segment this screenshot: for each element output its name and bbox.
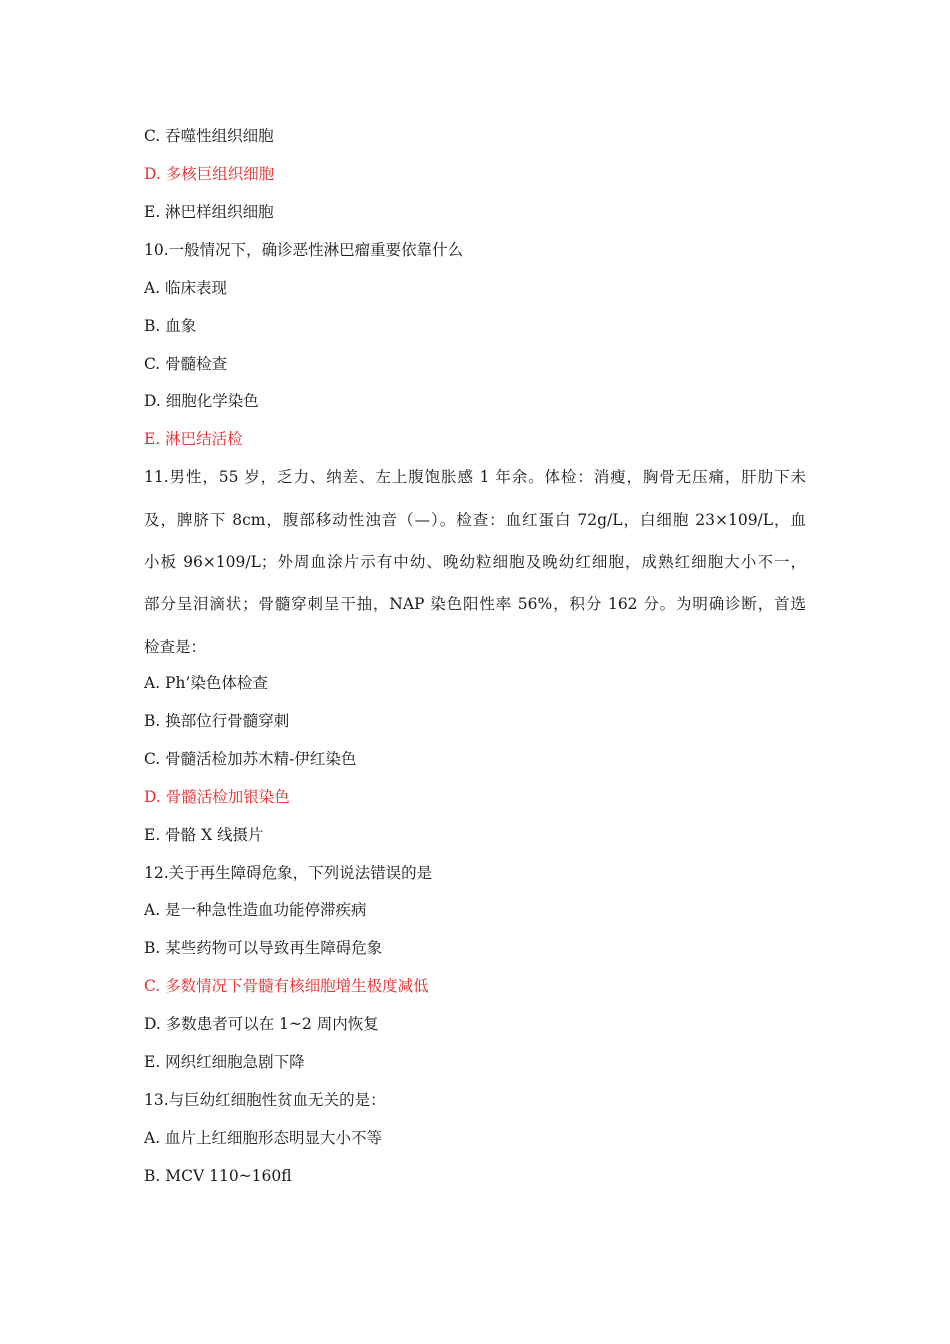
q11-stem-line: 及，脾脐下 8cm，腹部移动性浊音（—）。检查：血红蛋白 72g/L，白细胞 23×109/L，血 bbox=[144, 511, 806, 529]
q10-stem: 10.一般情况下，确诊恶性淋巴瘤重要依靠什么 bbox=[144, 241, 464, 259]
q13-option-b: B. MCV 110~160fl bbox=[144, 1167, 292, 1185]
q11-option-a: A. Ph’染色体检查 bbox=[144, 674, 268, 692]
q12-option-d: D. 多数患者可以在 1~2 周内恢复 bbox=[144, 1015, 379, 1033]
q11-option-e: E. 骨骼 X 线摄片 bbox=[144, 826, 264, 844]
q12-option-b: B. 某些药物可以导致再生障碍危象 bbox=[144, 939, 383, 957]
q10-option-d: D. 细胞化学染色 bbox=[144, 392, 259, 410]
q9-option-d-answer: D. 多核巨组织细胞 bbox=[144, 165, 275, 183]
q10-option-c: C. 骨髓检查 bbox=[144, 355, 228, 373]
q10-option-a: A. 临床表现 bbox=[144, 279, 228, 297]
q11-option-c: C. 骨髓活检加苏木精-伊红染色 bbox=[144, 750, 357, 768]
q9-option-c: C. 吞噬性组织细胞 bbox=[144, 127, 274, 145]
q9-option-e: E. 淋巴样组织细胞 bbox=[144, 203, 274, 221]
q11-stem-line: 检查是： bbox=[144, 638, 207, 656]
q12-option-e: E. 网织红细胞急剧下降 bbox=[144, 1053, 305, 1071]
q11-option-b: B. 换部位行骨髓穿刺 bbox=[144, 712, 290, 730]
q11-stem-line: 部分呈泪滴状；骨髓穿刺呈干抽，NAP 染色阳性率 56%，积分 162 分。为明确诊断，首选 bbox=[144, 595, 806, 613]
q11-stem-line: 小板 96×109/L；外周血涂片示有中幼、晚幼粒细胞及晚幼红细胞，成熟红细胞大小不一， bbox=[144, 553, 806, 571]
q12-option-c-answer: C. 多数情况下骨髓有核细胞增生极度减低 bbox=[144, 977, 429, 995]
q11-option-d-answer: D. 骨髓活检加银染色 bbox=[144, 788, 290, 806]
q10-option-e-answer: E. 淋巴结活检 bbox=[144, 430, 243, 448]
q13-option-a: A. 血片上红细胞形态明显大小不等 bbox=[144, 1129, 383, 1147]
q12-option-a: A. 是一种急性造血功能停滞疾病 bbox=[144, 901, 367, 919]
q13-stem: 13.与巨幼红细胞性贫血无关的是： bbox=[144, 1091, 386, 1109]
q10-option-b: B. 血象 bbox=[144, 317, 197, 335]
q12-stem: 12.关于再生障碍危象，下列说法错误的是 bbox=[144, 864, 433, 882]
q11-stem-line: 11.男性，55 岁，乏力、纳差、左上腹饱胀感 1 年余。体检：消瘦，胸骨无压痛，肝肋下未 bbox=[144, 468, 806, 486]
